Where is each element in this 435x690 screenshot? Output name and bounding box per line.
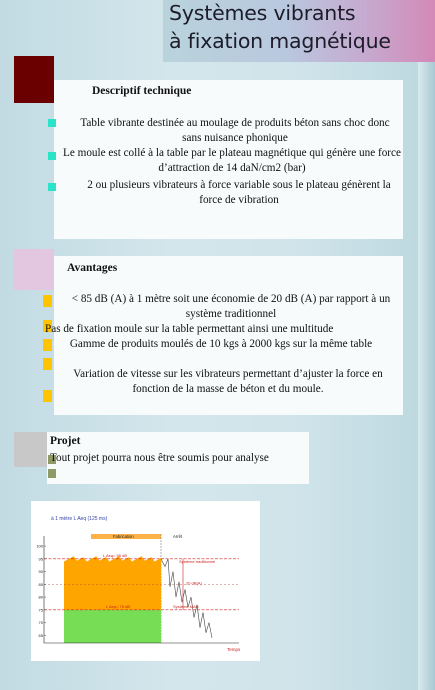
section-marker-avantages [14, 249, 54, 290]
bullet-icon [43, 390, 52, 402]
phase-label: Fabrication [113, 534, 134, 539]
bullet-icon [48, 119, 56, 127]
title-banner [163, 0, 435, 62]
y-tick-label: 75 [38, 607, 43, 613]
avantages-item-1: < 85 dB (A) à 1 mètre soit une économie de 20 dB (A) par rapport à un système traditionnel [71, 293, 391, 320]
projet-heading: Projet [50, 435, 81, 447]
chart-title: à 1 mètre L Aeq (125 ms) [51, 516, 108, 522]
y-tick-label: 65 [38, 632, 43, 638]
phase-label: Arrêt [173, 534, 183, 539]
projet-text: Tout projet pourra nous être soumis pour analyse [50, 452, 269, 464]
avantages-item-2: Pas de fixation moule sur la table permettant ainsi une multitude [45, 323, 334, 335]
y-tick-label: 95 [38, 556, 43, 562]
avantages-item-3: Gamme de produits moulés de 10 kgs à 2000 kgs sur la même table [69, 338, 373, 350]
section-marker-descriptif [14, 56, 54, 103]
decay-trace [161, 559, 212, 638]
avantages-item-4: Variation de vitesse sur les vibrateurs permettant d’ajuster la force en fonction de la masse de béton et du moule. [73, 368, 383, 395]
descriptif-item-2: Le moule est collé à la table par le plateau magnétique qui génère une force d’attraction de 14 daN/cm2 (bar) [63, 147, 401, 174]
noise-chart [31, 501, 260, 661]
bullet-icon [48, 152, 56, 160]
y-tick-label: 90 [38, 569, 43, 575]
page-fold-shadow [418, 0, 435, 690]
annotation-laeq-95: L Aeq= 95 dB [103, 552, 127, 558]
noise-chart-svg [31, 501, 260, 661]
title-line-1: Systèmes vibrants [169, 1, 356, 25]
bullet-icon [48, 469, 56, 478]
annotation-20db: 20 dB(A) [186, 580, 202, 586]
descriptif-item-1: Table vibrante destinée au moulage de produits béton sans choc donc sans nuisance phonique [80, 117, 390, 144]
annotation-traditionnel: Système traditionnel [179, 558, 216, 564]
bullet-icon [43, 295, 52, 307]
y-tick-label: 85 [38, 581, 43, 587]
y-tick-label: 70 [38, 620, 43, 626]
bullet-icon [43, 358, 52, 370]
avantages-heading: Avantages [67, 262, 118, 274]
y-tick-label: 100 [36, 543, 43, 549]
y-tick-label: 80 [38, 594, 43, 600]
annotation-mag: Système MAG [173, 603, 199, 609]
section-marker-projet [14, 432, 47, 467]
series-area-mag [64, 610, 161, 643]
bullet-icon [48, 183, 56, 191]
descriptif-heading: Descriptif technique [92, 85, 192, 97]
descriptif-item-3: 2 ou plusieurs vibrateurs à force variable sous le plateau génèrent la force de vibration [87, 179, 391, 206]
title-line-2: à fixation magnétique [169, 29, 391, 53]
x-axis-label: Temps [227, 647, 241, 652]
annotation-laeq-75: L Aeq= 75 dB [106, 603, 130, 609]
